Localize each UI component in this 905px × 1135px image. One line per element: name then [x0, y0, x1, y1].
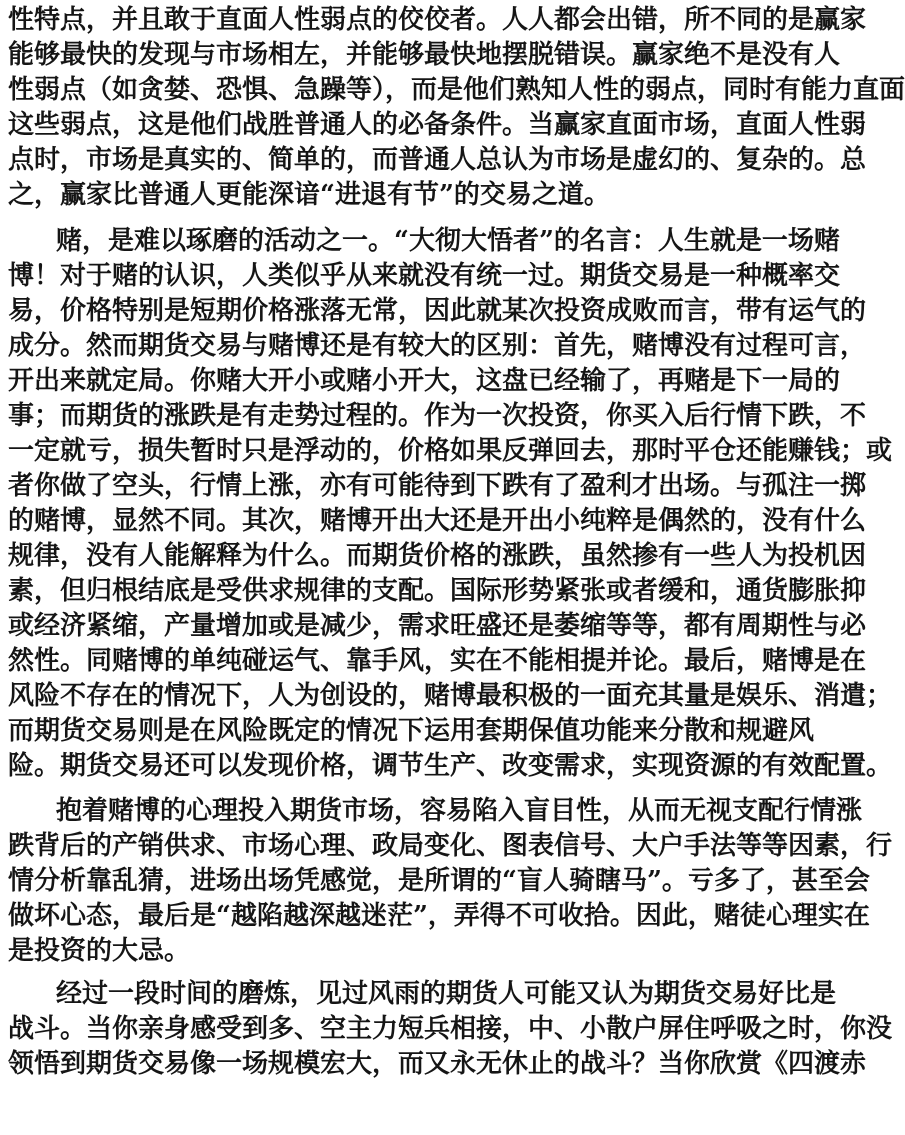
paragraph-4 [0, 977, 893, 1082]
text-line: 抱着赌博的心理投入期货市场，容易陷入盲目性，从而无视支配行情涨 [56, 796, 863, 826]
text-line: 素，但归根结底是受供求规律的支配。国际形势紧张或者缓和，通货膨胀抑 [8, 576, 867, 606]
paragraph-3 [0, 794, 893, 969]
text-line: 一定就亏，损失暂时只是浮动的，价格如果反弹回去，那时平仓还能赚钱；或 [8, 436, 893, 466]
text-line: 做坏心态，最后是“越陷越深越迷茫”，弄得不可收拾。因此，赌徒心理实在 [8, 901, 870, 931]
text-line: 领悟到期货交易像一场规模宏大，而又永无休止的战斗？当你欣赏《四渡赤 [8, 1049, 867, 1079]
text-line: 情分析靠乱猜，进场出场凭感觉，是所谓的“盲人骑瞎马”。亏多了，甚至会 [8, 866, 870, 896]
text-line: 性弱点（如贪婪、恐惧、急躁等），而是他们熟知人性的弱点，同时有能力直面 [8, 75, 905, 105]
text-line: 赌，是难以琢磨的活动之一。“大彻大悟者”的名言：人生就是一场赌 [56, 226, 840, 256]
text-line: 的赌博，显然不同。其次，赌博开出大还是开出小纯粹是偶然的，没有什么 [8, 506, 867, 536]
paragraph-2 [0, 224, 893, 784]
text-line: 性特点，并且敢于直面人性弱点的佼佼者。人人都会出错，所不同的是赢家 [8, 5, 867, 35]
paragraph-1 [0, 3, 905, 213]
text-line: 战斗。当你亲身感受到多、空主力短兵相接，中、小散户屏住呼吸之时，你没 [8, 1014, 893, 1044]
text-line: 而期货交易则是在风险既定的情况下运用套期保值功能来分散和规避风 [8, 716, 815, 746]
text-line: 开出来就定局。你赌大开小或赌小开大，这盘已经输了，再赌是下一局的 [8, 366, 841, 396]
text-line: 规律，没有人能解释为什么。而期货价格的涨跌，虽然掺有一些人为投机因 [8, 541, 867, 571]
text-line: 然性。同赌博的单纯碰运气、靠手风，实在不能相提并论。最后，赌博是在 [8, 646, 867, 676]
text-line: 或经济紧缩，产量增加或是减少，需求旺盛还是萎缩等等，都有周期性与必 [8, 611, 867, 641]
text-line: 经过一段时间的磨炼，见过风雨的期货人可能又认为期货交易好比是 [56, 979, 837, 1009]
text-line: 险。期货交易还可以发现价格，调节生产、改变需求，实现资源的有效配置。 [8, 751, 893, 781]
text-line: 事；而期货的涨跌是有走势过程的。作为一次投资，你买入后行情下跌，不 [8, 401, 867, 431]
text-line: 这些弱点，这是他们战胜普通人的必备条件。当赢家直面市场，直面人性弱 [8, 110, 867, 140]
text-line: 之，赢家比普通人更能深谙“进退有节”的交易之道。 [8, 180, 610, 210]
text-line: 博！对于赌的认识，人类似乎从来就没有统一过。期货交易是一种概率交 [8, 261, 841, 291]
text-line: 能够最快的发现与市场相左，并能够最快地摆脱错误。赢家绝不是没有人 [8, 40, 841, 70]
text-line: 风险不存在的情况下，人为创设的，赌博最积极的一面充其量是娱乐、消遣； [8, 681, 893, 711]
text-line: 点时，市场是真实的、简单的，而普通人总认为市场是虚幻的、复杂的。总 [8, 145, 867, 175]
text-line: 跌背后的产销供求、市场心理、政局变化、图表信号、大户手法等等因素，行 [8, 831, 893, 861]
text-line: 成分。然而期货交易与赌博还是有较大的区别：首先，赌博没有过程可言， [8, 331, 867, 361]
text-line: 易，价格特别是短期价格涨落无常，因此就某次投资成败而言，带有运气的 [8, 296, 867, 326]
text-line: 是投资的大忌。 [8, 936, 191, 966]
text-line: 者你做了空头，行情上涨，亦有可能待到下跌有了盈利才出场。与孤注一掷 [8, 471, 867, 501]
